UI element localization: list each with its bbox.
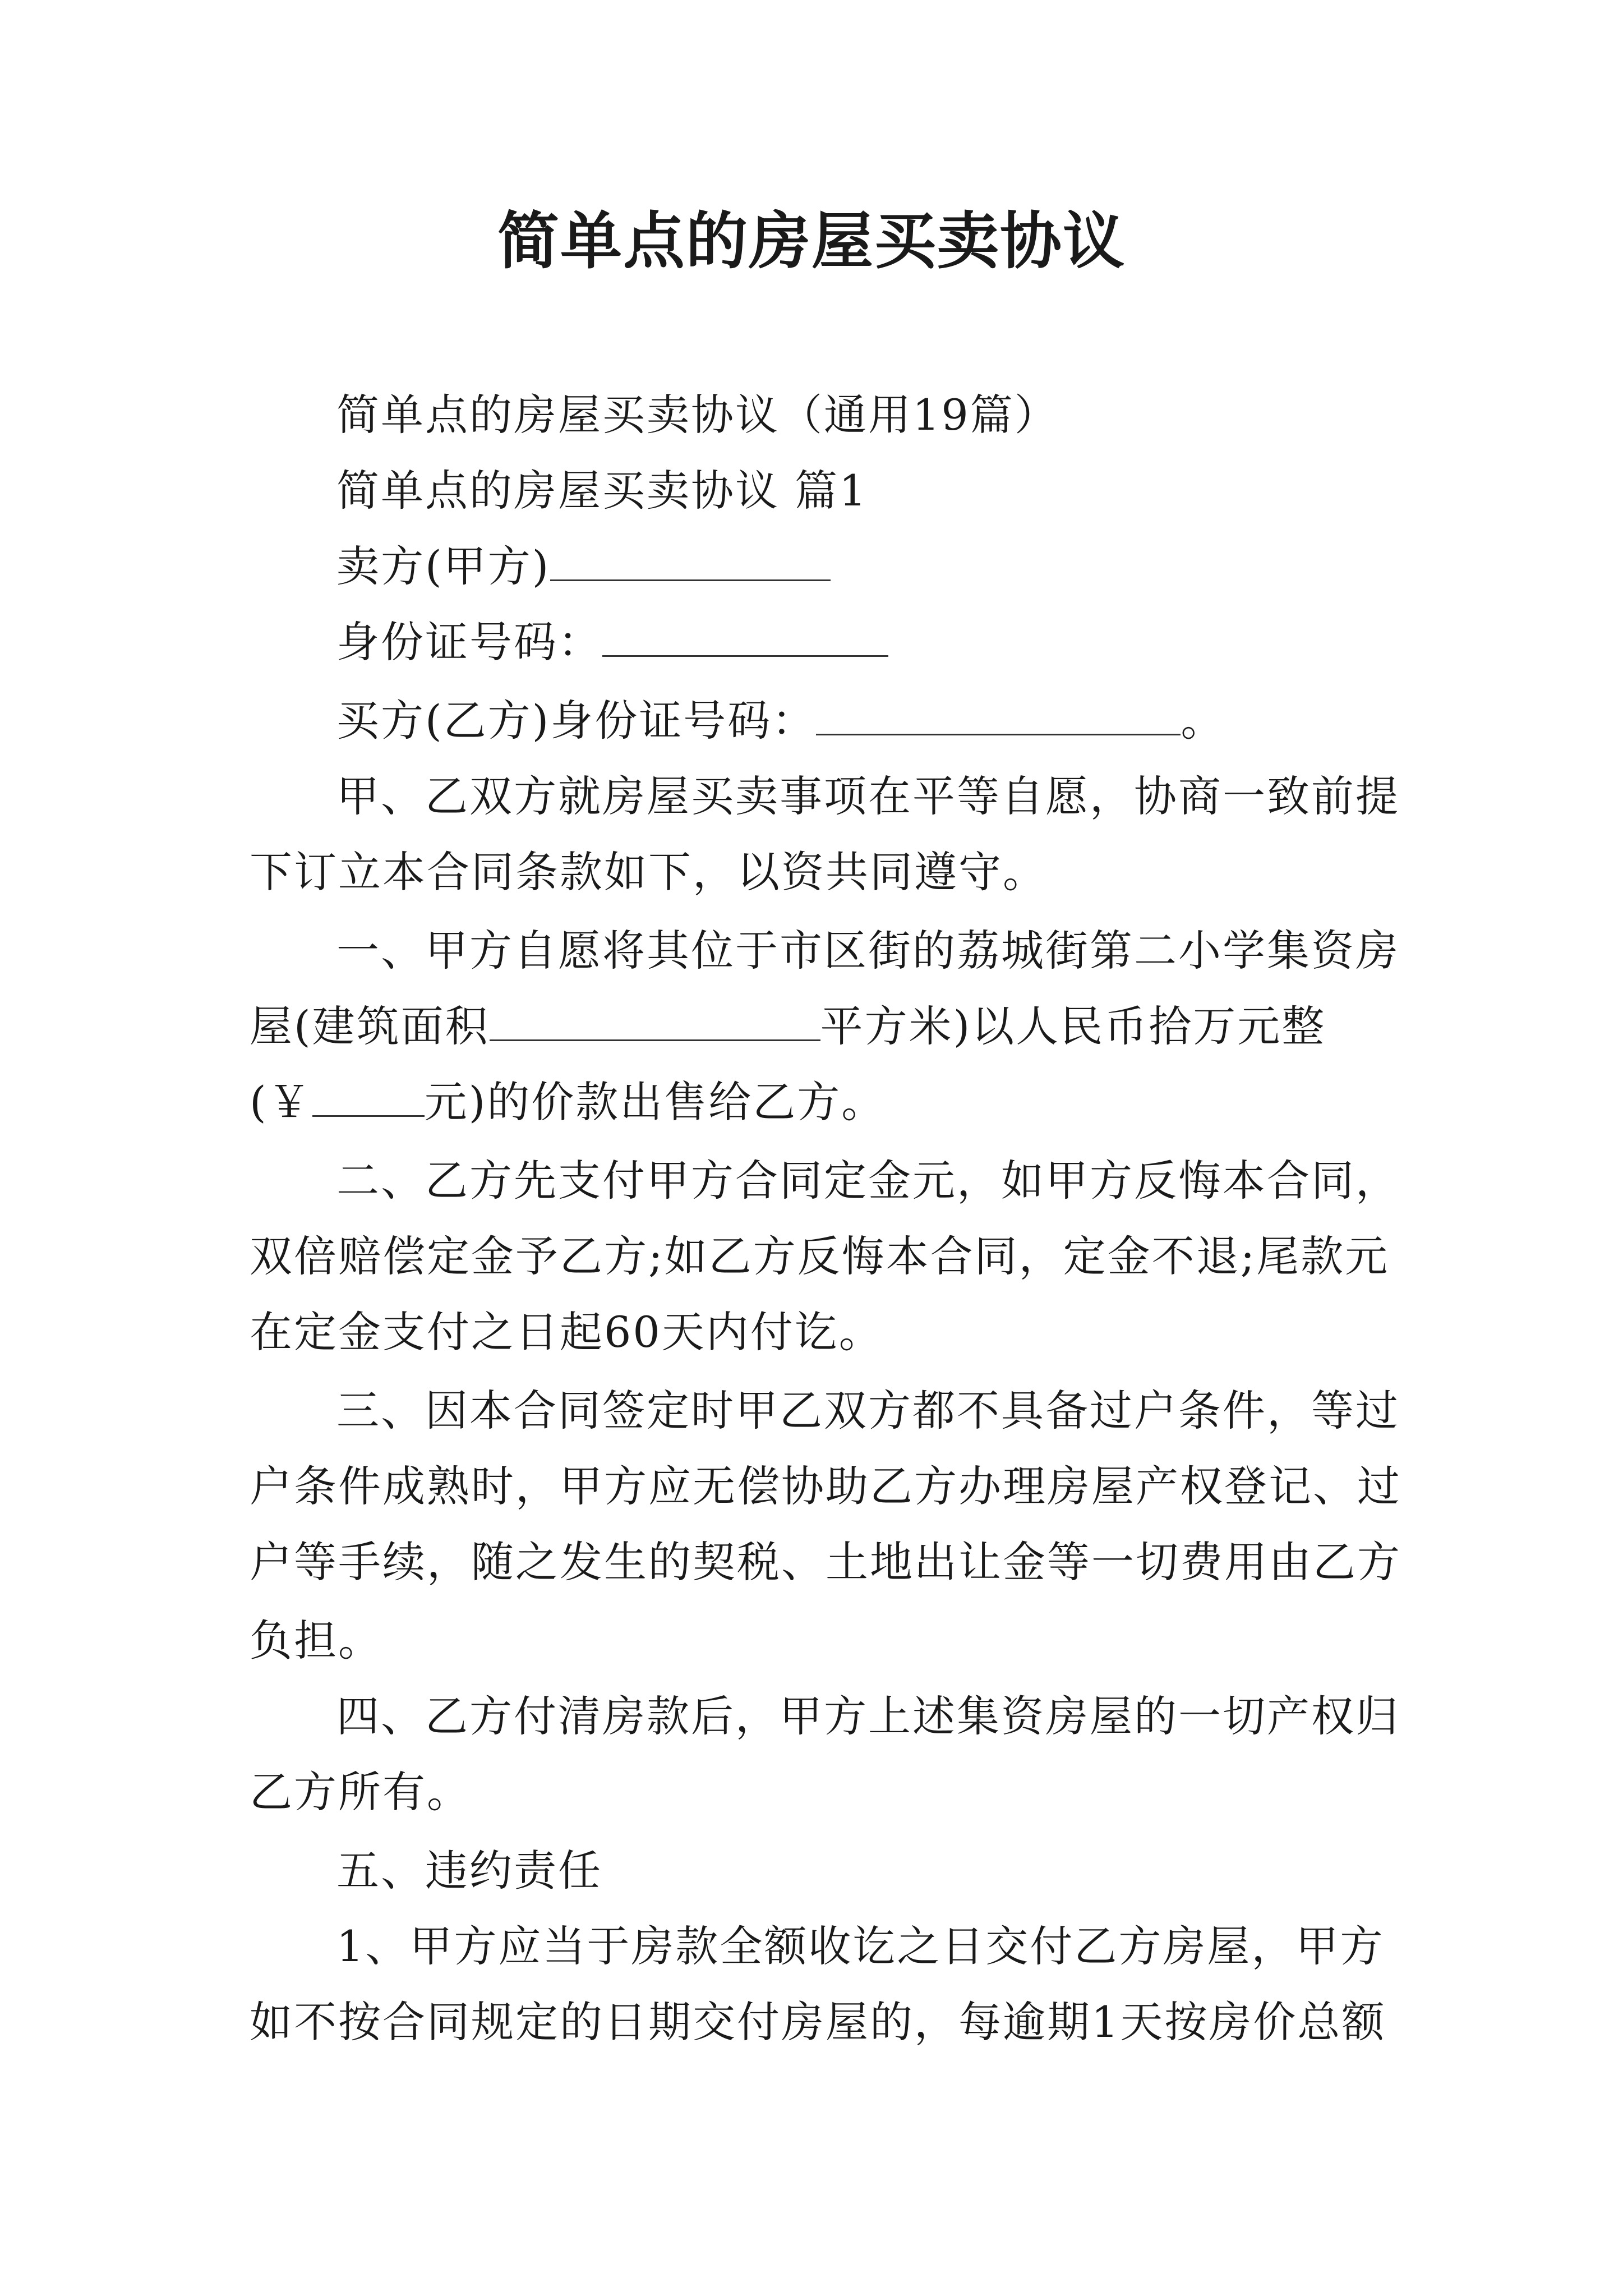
seller-line xyxy=(336,539,1396,595)
intro-line-2: 下订立本合同条款如下，以资共同遵守。 xyxy=(250,847,1047,897)
clause-3-line-1: 三、因本合同签定时甲乙双方都不具备过户条件，等过 xyxy=(336,1386,1400,1435)
intro-line-1: 甲、乙双方就房屋买卖事项在平等自愿，协商一致前提 xyxy=(336,771,1400,821)
clause-1-price-text: 平方米)以人民币拾万元整 xyxy=(820,1001,1326,1051)
clause-1-sale-text: 元)的价款出售给乙方。 xyxy=(424,1077,886,1127)
id-label: 身份证号码： xyxy=(336,617,602,667)
clause-3-line-3: 户等手续，随之发生的契税、土地出让金等一切费用由乙方 xyxy=(250,1537,1401,1587)
clause-3-line-4: 负担。 xyxy=(250,1616,382,1665)
buyer-period: 。 xyxy=(1181,696,1225,746)
clause-1-area-label: 屋(建筑面积 xyxy=(250,1001,490,1051)
buyer-label: 买方(乙方)身份证号码： xyxy=(336,696,817,746)
clause-1-line-3 xyxy=(250,1074,1394,1130)
clause-5-heading: 五、违约责任 xyxy=(336,1846,602,1895)
buyer-line xyxy=(336,693,1396,749)
clause-5-1-line-2: 如不按合同规定的日期交付房屋的，每逾期1天按房价总额 xyxy=(250,1997,1386,2047)
clause-1-line-2 xyxy=(250,999,1394,1055)
id-line xyxy=(336,614,1396,670)
seller-blank xyxy=(550,540,831,581)
clause-4-line-2: 乙方所有。 xyxy=(250,1767,471,1817)
clause-1-line-1: 一、甲方自愿将其位于市区街的荔城街第二小学集资房 xyxy=(336,926,1400,976)
amount-blank xyxy=(312,1076,425,1117)
buyer-id-blank xyxy=(816,694,1181,735)
currency-open: (￥ xyxy=(250,1077,312,1127)
clause-2-line-3: 在定金支付之日起60天内付讫。 xyxy=(250,1307,883,1357)
id-blank xyxy=(602,616,888,657)
seller-label: 卖方(甲方) xyxy=(336,541,551,591)
clause-5-1-line-1: 1、甲方应当于房款全额收讫之日交付乙方房屋，甲方 xyxy=(336,1921,1385,1971)
clause-3-line-2: 户条件成熟时，甲方应无偿协助乙方办理房屋产权登记、过 xyxy=(250,1461,1401,1511)
clause-2-line-2: 双倍赔偿定金予乙方;如乙方反悔本合同，定金不退;尾款元 xyxy=(250,1231,1390,1281)
clause-2-line-1: 二、乙方先支付甲方合同定金元，如甲方反悔本合同， xyxy=(336,1156,1400,1205)
document-title: 简单点的房屋买卖协议 xyxy=(497,205,1126,277)
section-heading: 简单点的房屋买卖协议 篇1 xyxy=(336,466,868,516)
clause-4-line-1: 四、乙方付清房款后，甲方上述集资房屋的一切产权归 xyxy=(336,1691,1400,1741)
subtitle: 简单点的房屋买卖协议（通用19篇） xyxy=(336,390,1059,440)
area-blank xyxy=(490,1000,820,1041)
